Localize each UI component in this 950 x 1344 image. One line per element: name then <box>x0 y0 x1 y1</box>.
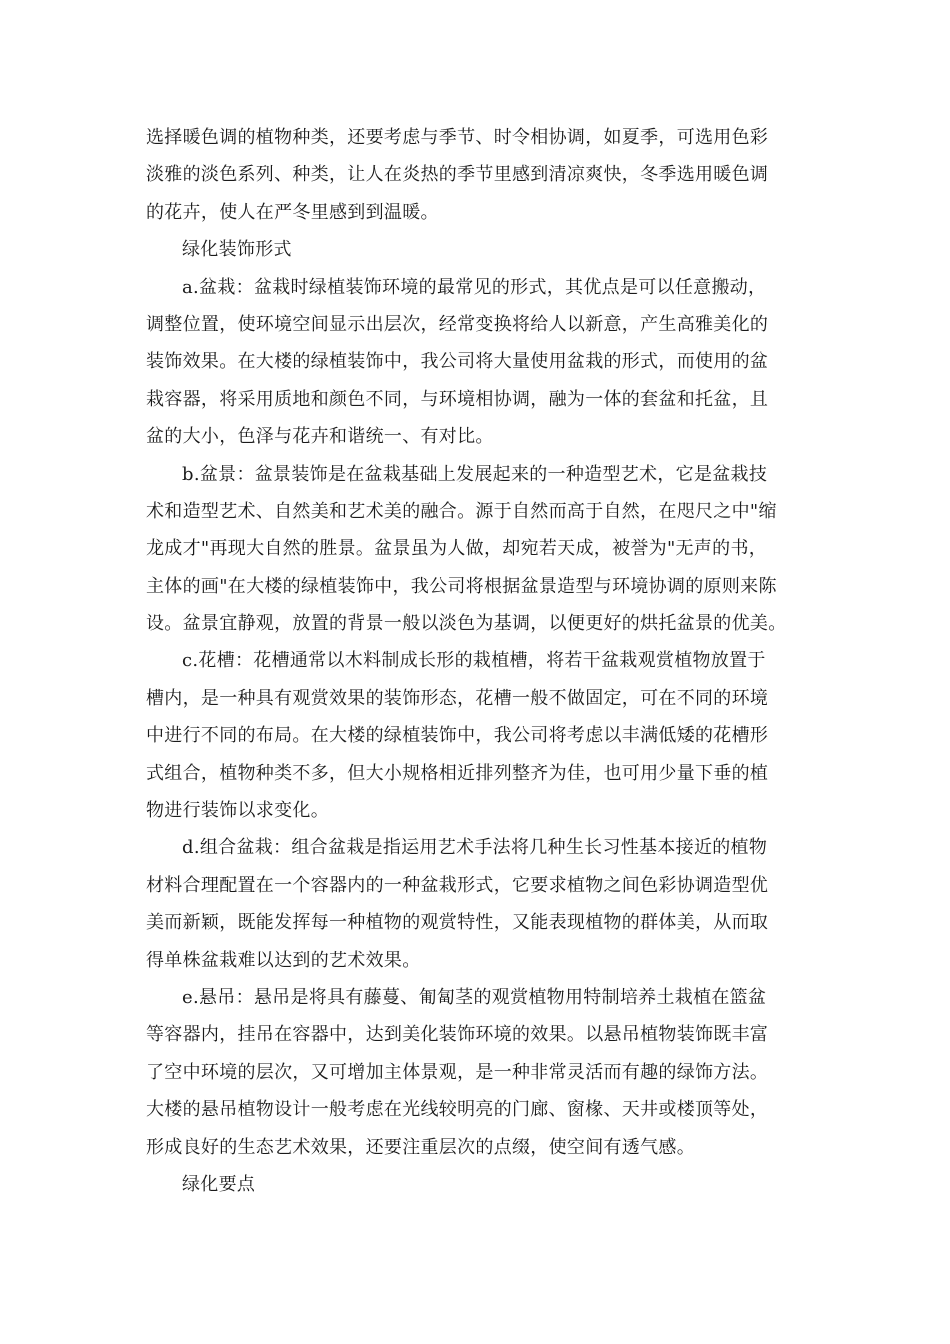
text-line: 等容器内，挂吊在容器中，达到美化装饰环境的效果。以悬吊植物装饰既丰富 <box>146 1024 769 1046</box>
text-line: 术和造型艺术、自然美和艺术美的融合。源于自然而高于自然，在咫尺之中"缩 <box>146 500 777 522</box>
text-line: 选择暖色调的植物种类，还要考虑与季节、时令相协调，如夏季，可选用色彩 <box>146 127 769 148</box>
paragraph-start-line: e.悬吊：悬吊是将具有藤蔓、匍匐茎的观赏植物用特制培养土栽植在篮盆 <box>182 986 767 1008</box>
text-line: 式组合，植物种类不多，但大小规格相近排列整齐为佳，也可用少量下垂的植 <box>146 762 769 784</box>
text-line: 了空中环境的层次，又可增加主体景观，是一种非常灵活而有趣的绿饰方法。 <box>146 1061 769 1083</box>
paragraph-start-line: c.花槽：花槽通常以木料制成长形的栽植槽，将若干盆栽观赏植物放置于 <box>182 650 766 672</box>
text-line: 调整位置，使环境空间显示出层次，经常变换将给人以新意，产生高雅美化的 <box>146 313 769 335</box>
paragraph-start-line: 绿化要点 <box>182 1173 256 1195</box>
text-line: 设。盆景宜静观，放置的背景一般以淡色为基调，以便更好的烘托盆景的优美。 <box>146 613 787 635</box>
text-line: 物进行装饰以求变化。 <box>146 800 329 822</box>
text-line: 淡雅的淡色系列、种类，让人在炎热的季节里感到清凉爽快，冬季选用暖色调 <box>146 164 769 186</box>
text-line: 中进行不同的布局。在大楼的绿植装饰中，我公司将考虑以丰满低矮的花槽形 <box>146 725 769 747</box>
text-line: 装饰效果。在大楼的绿植装饰中，我公司将大量使用盆栽的形式，而使用的盆 <box>146 351 769 373</box>
text-line: 美而新颖，既能发挥每一种植物的观赏特性，又能表现植物的群体美，从而取 <box>146 912 769 934</box>
paragraph-start-line: b.盆景：盆景装饰是在盆栽基础上发展起来的一种造型艺术，它是盆栽技 <box>182 463 768 485</box>
text-line: 主体的画"在大楼的绿植装饰中，我公司将根据盆景造型与环境协调的原则来陈 <box>146 575 777 597</box>
paragraph-start-line: a.盆栽：盆栽时绿植装饰环境的最常见的形式，其优点是可以任意搬动， <box>182 276 767 298</box>
text-line: 龙成才"再现大自然的胜景。盆景虽为人做，却宛若天成，被誉为"无声的书， <box>146 538 768 560</box>
paragraph-start-line: 绿化装饰形式 <box>182 239 292 261</box>
text-line: 槽内，是一种具有观赏效果的装饰形态，花槽一般不做固定，可在不同的环境 <box>146 687 769 709</box>
text-line: 的花卉，使人在严冬里感到到温暖。 <box>146 201 439 223</box>
text-line: 大楼的悬吊植物设计一般考虑在光线较明亮的门廊、窗椽、天井或楼顶等处， <box>146 1099 769 1121</box>
text-line: 形成良好的生态艺术效果，还要注重层次的点缀，使空间有透气感。 <box>146 1136 695 1158</box>
document-body <box>146 119 810 1203</box>
paragraph-start-line: d.组合盆栽：组合盆栽是指运用艺术手法将几种生长习性基本接近的植物 <box>182 837 768 859</box>
text-line: 盆的大小，色泽与花卉和谐统一、有对比。 <box>146 426 494 448</box>
text-line: 得单株盆栽难以达到的艺术效果。 <box>146 949 421 971</box>
text-line: 材料合理配置在一个容器内的一种盆栽形式，它要求植物之间色彩协调造型优 <box>146 874 769 896</box>
text-line: 栽容器，将采用质地和颜色不同，与环境相协调，融为一体的套盆和托盆，且 <box>146 388 769 410</box>
